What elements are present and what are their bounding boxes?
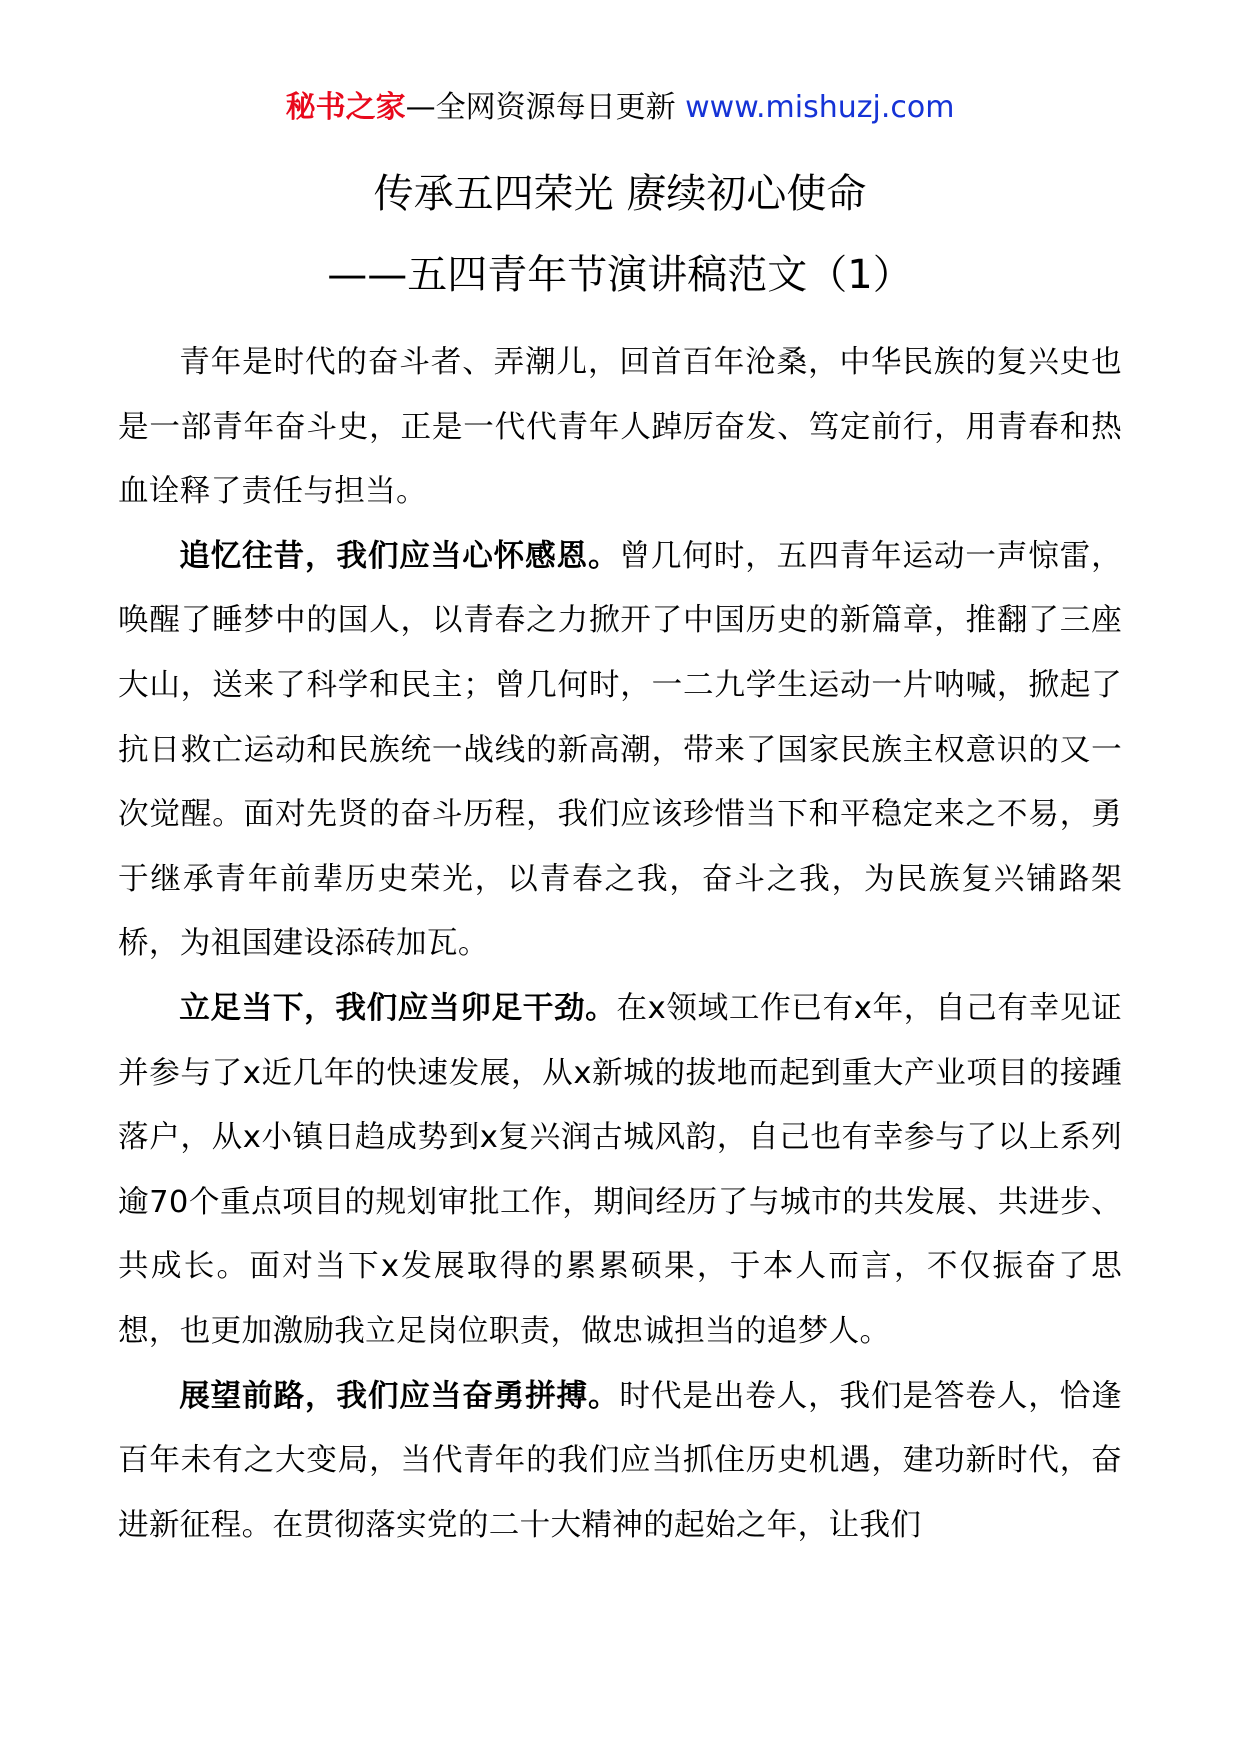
paragraph-text: 在x领域工作已有x年，自己有幸见证并参与了x近几年的快速发展，从x新城的拔地而起到重大产业项目的接踵落户，从x小镇日趋成势到x复兴润古城风韵，自己也有幸参与了以上系列逾70个重点项目的规划审批工作，期间经历了与城市的共发展、共进步、共成长。面对当下x发展取得的累累硕果，于本人而言，不仅振奋了思想，也更加激励我立足岗位职责，做忠诚担当的追梦人。 bbox=[118, 990, 1122, 1349]
paragraph-lead: 展望前路，我们应当奋勇拼搏。 bbox=[179, 1378, 620, 1414]
paragraph-lead: 追忆往昔，我们应当心怀感恩。 bbox=[179, 538, 620, 574]
document-title: 传承五四荣光 赓续初心使命 bbox=[373, 171, 867, 217]
site-header bbox=[0, 88, 1240, 128]
paragraph-lead: 立足当下，我们应当卯足干劲。 bbox=[179, 990, 617, 1026]
paragraph-future bbox=[118, 1365, 1122, 1559]
site-url-link[interactable]: www.mishuzj.com bbox=[685, 90, 955, 125]
document-subtitle: ——五四青年节演讲稿范文（1） bbox=[327, 252, 913, 298]
paragraph-text: 时代是出卷人，我们是答卷人，恰逢百年未有之大变局，当代青年的我们应当抓住历史机遇，建功新时代，奋进新征程。在贯彻落实党的二十大精神的起始之年，让我们 bbox=[118, 1378, 1122, 1543]
document-body bbox=[118, 331, 1122, 1558]
brand-name: 秘书之家 bbox=[285, 90, 406, 125]
paragraph-present bbox=[118, 977, 1122, 1365]
header-tagline: —全网资源每日更新 bbox=[405, 90, 676, 125]
paragraph-intro bbox=[118, 331, 1122, 525]
paragraph-text: 曾几何时，五四青年运动一声惊雷，唤醒了睡梦中的国人，以青春之力掀开了中国历史的新篇章，推翻了三座大山，送来了科学和民主；曾几何时，一二九学生运动一片呐喊，掀起了抗日救亡运动和民族统一战线的新高潮，带来了国家民族主权意识的又一次觉醒。面对先贤的奋斗历程，我们应该珍惜当下和平稳定来之不易，勇于继承青年前辈历史荣光，以青春之我，奋斗之我，为民族复兴铺路架桥，为祖国建设添砖加瓦。 bbox=[118, 538, 1122, 962]
paragraph-recall-past bbox=[118, 525, 1122, 977]
paragraph-text: 青年是时代的奋斗者、弄潮儿，回首百年沧桑，中华民族的复兴史也是一部青年奋斗史，正是一代代青年人踔厉奋发、笃定前行，用青春和热血诠释了责任与担当。 bbox=[118, 345, 1122, 510]
